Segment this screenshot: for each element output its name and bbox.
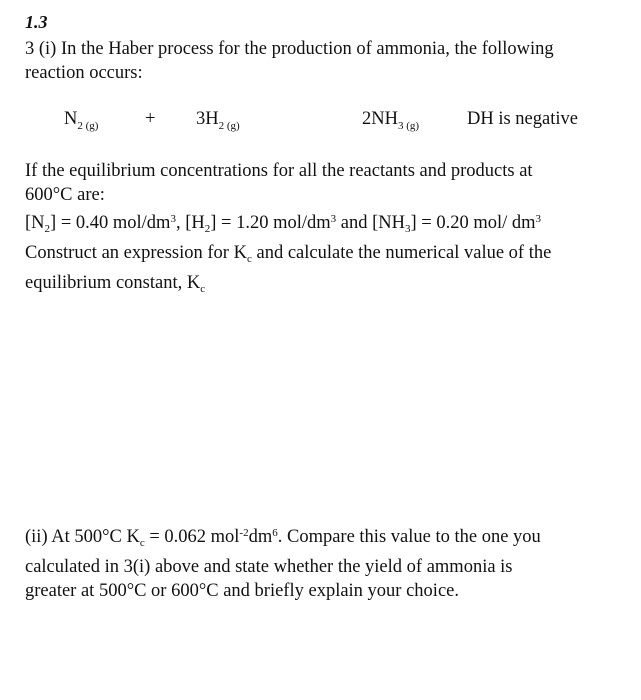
part-ii-paragraph: [25, 521, 615, 603]
intro-line-2: reaction occurs:: [25, 63, 143, 83]
part-ii-intro: (ii) At 500°C K: [25, 527, 140, 547]
enthalpy-note: DH is negative: [467, 109, 578, 129]
part-i-line-2: 600°C are:: [25, 185, 105, 205]
part-i-paragraph: [25, 159, 615, 301]
conc-n2-value: ] = 0.40 mol/dm: [50, 213, 171, 233]
conc-nh3-sub: 3: [404, 223, 411, 235]
n2-symbol: N: [64, 109, 78, 129]
part-ii-dm: dm: [248, 527, 273, 547]
intro-line-1: 3 (i) In the Haber process for the production of ammonia, the following: [25, 39, 554, 59]
h2-subscript: 2: [218, 120, 225, 132]
conc-h2-value: ] = 1.20 mol/dm: [210, 213, 331, 233]
part-i-line-5: [25, 271, 615, 301]
kc-sub-2: c: [200, 283, 206, 295]
intro-paragraph: [25, 37, 615, 85]
part-ii-line-2: calculated in 3(i) above and state whether the yield of ammonia is: [25, 557, 513, 577]
eq-constant-text: equilibrium constant, K: [25, 273, 201, 293]
part-ii-kc-value: = 0.062 mol: [144, 527, 240, 547]
n2-subscript: 2: [77, 120, 83, 132]
part-ii-compare: . Compare this value to the one you: [277, 527, 541, 547]
part-ii-line-3: greater at 500°C or 600°C and briefly explain your choice.: [25, 581, 459, 601]
kc-sub-1: c: [246, 253, 252, 265]
equation-nh3: [362, 107, 419, 138]
conc-h2-label: , [H: [175, 213, 205, 233]
part-i-line-4: [25, 241, 615, 271]
equation-h2: [196, 107, 240, 138]
part-ii-dm-sup: 6: [272, 527, 278, 539]
kc-expression-text: Construct an expression for K: [25, 243, 247, 263]
h2-symbol: 3H: [196, 109, 219, 129]
part-i-line-1: If the equilibrium concentrations for all the reactants and products at: [25, 161, 533, 181]
nh3-state: (g): [403, 120, 420, 132]
conc-nh3-label: and [NH: [336, 213, 405, 233]
conc-h2-sup: 3: [330, 213, 337, 225]
conc-n2-sup: 3: [170, 213, 176, 225]
equation-plus: +: [145, 109, 156, 129]
conc-n2-label: [N: [25, 213, 45, 233]
part-ii-line-1: [25, 521, 615, 555]
h2-state: (g): [224, 120, 240, 132]
conc-nh3-sup: 3: [535, 213, 541, 225]
nh3-symbol: 2NH: [362, 109, 398, 129]
nh3-subscript: 3: [397, 120, 404, 132]
concentrations-line: [25, 207, 615, 241]
n2-state: (g): [82, 120, 99, 132]
question-number: 1.3: [25, 12, 48, 32]
part-ii-mol-sup: -2: [239, 527, 249, 539]
conc-h2-sub: 2: [204, 223, 211, 235]
conc-nh3-value: ] = 0.20 mol/ dm: [410, 213, 536, 233]
conc-n2-sub: 2: [44, 223, 51, 235]
part-ii-kc-sub: c: [139, 537, 145, 549]
equation-n2: [64, 107, 98, 138]
kc-calc-text: and calculate the numerical value of the: [251, 243, 552, 263]
